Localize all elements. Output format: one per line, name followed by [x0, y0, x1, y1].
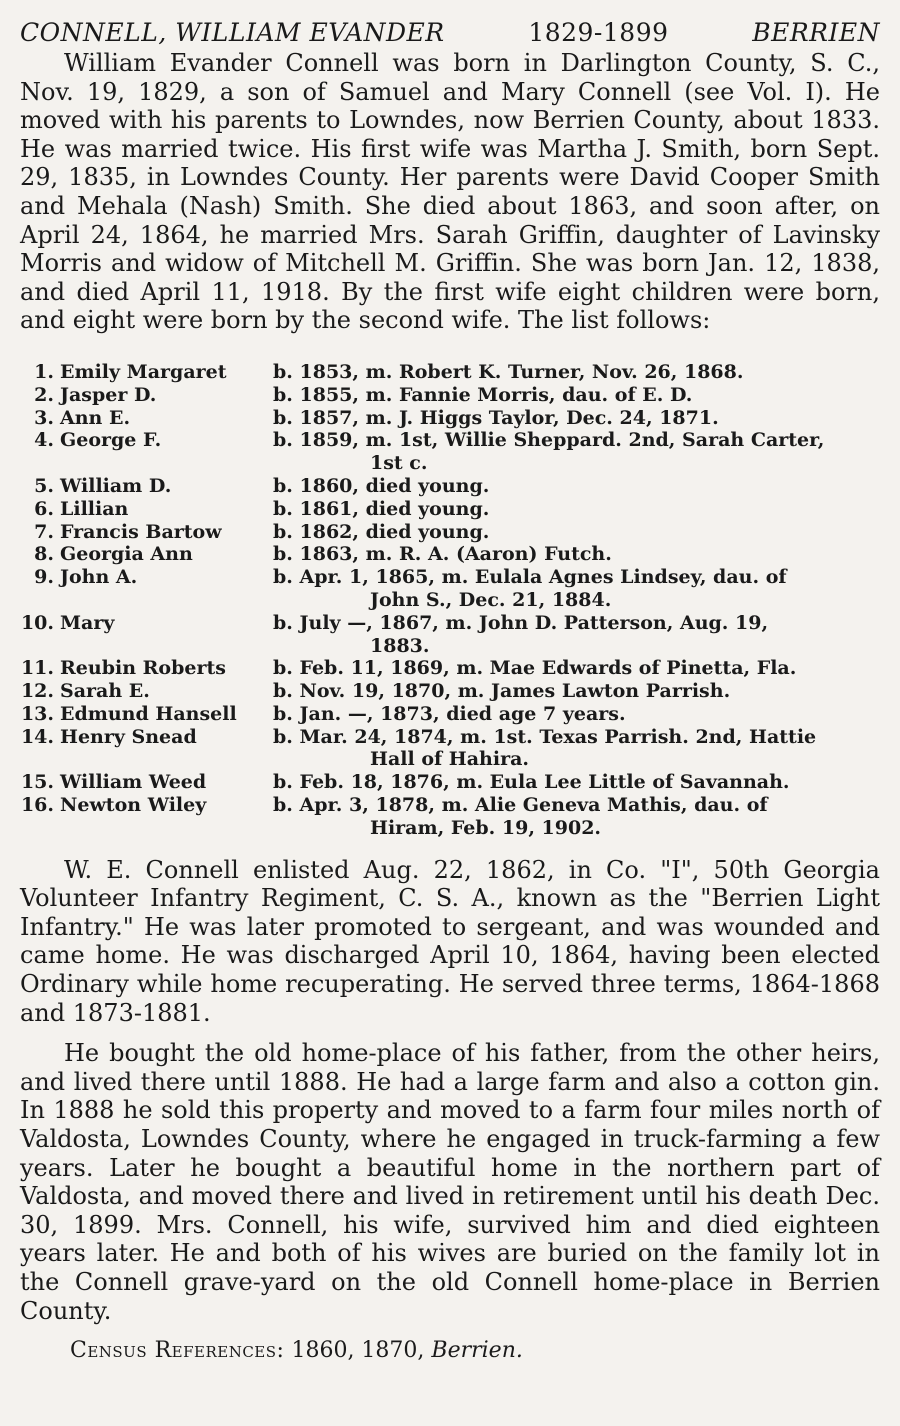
census-county: Berrien. [431, 1338, 523, 1364]
child-name: Ann E. [60, 406, 131, 429]
child-details-line: b. Mar. 24, 1874, m. 1st. Texas Parrish. 2nd, Hattie [273, 725, 817, 748]
child-number: 6. [34, 497, 54, 520]
child-details [273, 407, 880, 430]
entry-header [20, 18, 880, 47]
child-entry [20, 771, 880, 794]
child-name: William D. [60, 474, 172, 497]
child-name: Francis Bartow [60, 520, 222, 543]
child-details-line: b. Feb. 11, 1869, m. Mae Edwards of Pinetta, Fla. [273, 657, 797, 680]
child-details-line: b. Apr. 1, 1865, m. Eulala Agnes Lindsey, dau. of [273, 566, 787, 589]
child-entry [20, 612, 880, 658]
child-entry [20, 726, 880, 772]
child-number: 8. [34, 543, 54, 566]
child-entry [20, 498, 880, 521]
child-details-continuation: Hiram, Feb. 19, 1902. [370, 816, 602, 839]
census-label: Census References: [70, 1338, 285, 1364]
child-entry [20, 521, 880, 544]
child-entry [20, 384, 880, 407]
child-details-line: b. 1863, m. R. A. (Aaron) Futch. [273, 543, 612, 566]
child-details-continuation: 1st c. [370, 452, 428, 475]
child-details [273, 726, 880, 772]
child-name: Emily Margaret [60, 360, 227, 383]
child-number: 15. [20, 771, 54, 794]
child-details-line: b. 1853, m. Robert K. Turner, Nov. 26, 1868. [273, 360, 744, 383]
child-details [273, 794, 880, 840]
child-details-line: b. July —, 1867, m. John D. Patterson, Aug. 19, [273, 611, 769, 634]
child-name: William Weed [60, 771, 207, 794]
child-entry [20, 657, 880, 680]
child-entry [20, 703, 880, 726]
child-details [273, 657, 880, 680]
child-details-continuation: John S., Dec. 21, 1884. [370, 588, 612, 611]
child-details-line: b. 1860, died young. [273, 474, 490, 497]
child-name: Newton Wiley [60, 794, 207, 817]
child-details-line: b. Nov. 19, 1870, m. James Lawton Parrish. [273, 680, 731, 703]
child-entry [20, 543, 880, 566]
child-entry [20, 407, 880, 430]
child-details-line: b. Feb. 18, 1876, m. Eula Lee Little of Savannah. [273, 771, 790, 794]
document-page [20, 18, 880, 1366]
child-name: Lillian [60, 497, 129, 520]
child-details [273, 566, 880, 612]
child-number: 7. [34, 520, 54, 543]
child-name: John A. [60, 566, 138, 589]
child-number: 10. [20, 611, 54, 634]
child-number: 1. [34, 360, 54, 383]
child-entry [20, 475, 880, 498]
census-references [20, 1337, 880, 1366]
child-name: Edmund Hansell [60, 702, 237, 725]
intro-paragraph: William Evander Connell was born in Darlington County, S. C., Nov. 19, 1829, a son of Samuel and Mary Connell (see Vol. I). He moved with his parents to Lowndes, now Berrien County, about 1833. He was married twice. His first wife was Martha J. Smith, born Sept. 29, 1835, in Lowndes County. Her parents were David Cooper Smith and Mehala (Nash) Smith. She died about 1863, and soon after, on April 24, 1864, he married Mrs. Sarah Griffin, daughter of Lavinsky Morris and widow of Mitchell M. Griffin. She was born Jan. 12, 1838, and died April 11, 1918. By the first wife eight children were born, and eight were born by the second wife. The list follows: [20, 49, 880, 335]
child-number: 12. [20, 680, 54, 703]
child-name: Henry Snead [60, 725, 197, 748]
child-details-line: b. Jan. —, 1873, died age 7 years. [273, 702, 626, 725]
child-details-line: b. 1859, m. 1st, Willie Sheppard. 2nd, Sarah Carter, [273, 429, 825, 452]
child-entry [20, 566, 880, 612]
child-details [273, 612, 880, 658]
child-number: 11. [20, 657, 54, 680]
child-number: 9. [34, 566, 54, 589]
child-entry [20, 794, 880, 840]
child-name: Sarah E. [60, 680, 150, 703]
child-details [273, 771, 880, 794]
child-details [273, 498, 880, 521]
child-details [273, 361, 880, 384]
child-number: 16. [20, 794, 54, 817]
child-name: Georgia Ann [60, 543, 193, 566]
child-details-line: b. 1857, m. J. Higgs Taylor, Dec. 24, 1871. [273, 406, 719, 429]
child-details-line: b. 1861, died young. [273, 497, 490, 520]
child-entry [20, 429, 880, 475]
child-details [273, 429, 880, 475]
child-details-line: b. 1855, m. Fannie Morris, dau. of E. D. [273, 383, 693, 406]
child-entry [20, 361, 880, 384]
child-name: Reubin Roberts [60, 657, 226, 680]
child-number: 5. [34, 474, 54, 497]
children-list [20, 361, 880, 840]
child-number: 3. [34, 406, 54, 429]
later-life-paragraph: He bought the old home-place of his father, from the other heirs, and lived there until 1888. He had a large farm and also a cotton gin. In 1888 he sold this property and moved to a farm four miles north of Valdosta, Lowndes County, where he engaged in truck-farming a few years. Later he bought a beautiful home in the northern part of Valdosta, and moved there and lived in retirement until his death Dec. 30, 1899. Mrs. Connell, his wife, survived him and died eighteen years later. He and both of his wives are buried on the family lot in the Connell grave-yard on the old Connell home-place in Berrien County. [20, 1039, 880, 1325]
child-number: 2. [34, 383, 54, 406]
child-name: George F. [60, 429, 162, 452]
child-details-line: b. 1862, died young. [273, 520, 490, 543]
child-details-line: b. Apr. 3, 1878, m. Alie Geneva Mathis, dau. of [273, 794, 768, 817]
child-name: Mary [60, 611, 115, 634]
child-details [273, 521, 880, 544]
child-number: 14. [20, 725, 54, 748]
entry-county: BERRIEN [752, 18, 880, 47]
child-details [273, 680, 880, 703]
child-number: 4. [34, 429, 54, 452]
child-details [273, 543, 880, 566]
entry-name: CONNELL, WILLIAM EVANDER [20, 18, 445, 47]
census-years: 1860, 1870, [291, 1338, 425, 1364]
child-details [273, 384, 880, 407]
military-paragraph: W. E. Connell enlisted Aug. 22, 1862, in Co. "I", 50th Georgia Volunteer Infantry Regiment, C. S. A., known as the "Berrien Light Infantry." He was later promoted to sergeant, and was wounded and came home. He was discharged April 10, 1864, having been elected Ordinary while home recuperating. He served three terms, 1864-1868 and 1873-1881. [20, 855, 880, 1027]
entry-years: 1829-1899 [528, 18, 669, 47]
child-number: 13. [20, 702, 54, 725]
child-name: Jasper D. [60, 383, 157, 406]
child-details-continuation: 1883. [370, 634, 430, 657]
child-details [273, 703, 880, 726]
child-details [273, 475, 880, 498]
child-details-continuation: Hall of Hahira. [370, 748, 530, 771]
child-entry [20, 680, 880, 703]
